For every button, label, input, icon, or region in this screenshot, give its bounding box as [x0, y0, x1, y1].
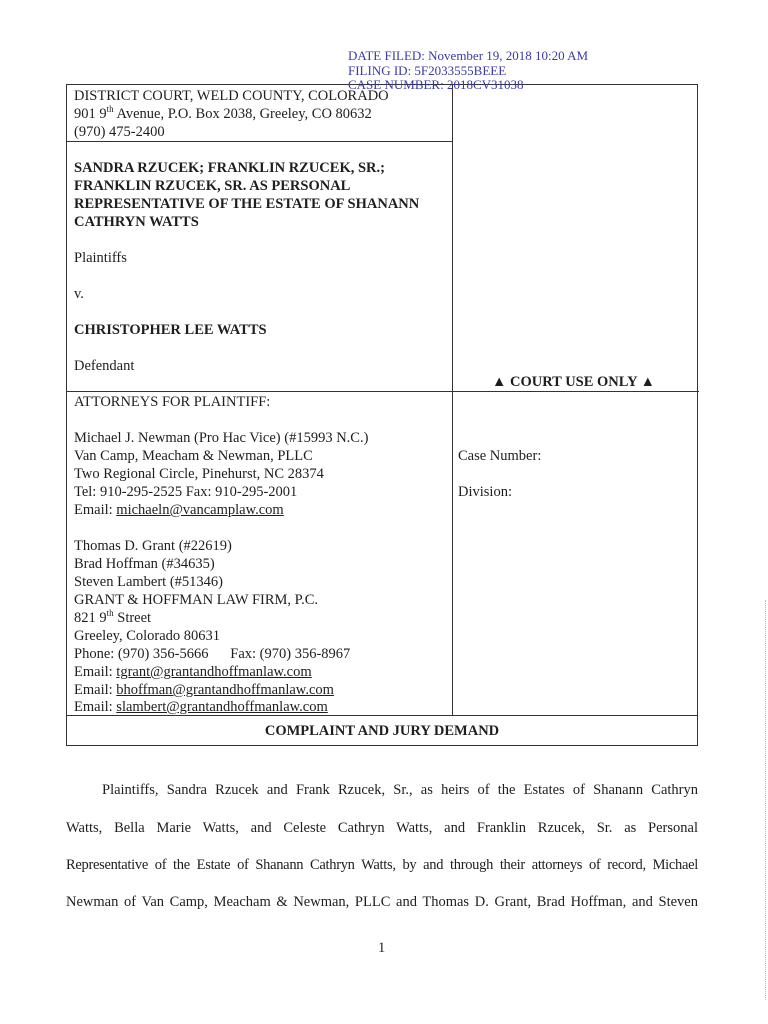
attorney-line: Brad Hoffman (#34635): [74, 556, 215, 572]
email-link[interactable]: tgrant@grantandhoffmanlaw.com: [116, 664, 312, 680]
email-link[interactable]: bhoffman@grantandhoffmanlaw.com: [116, 682, 334, 698]
court-info-divider: [67, 141, 452, 142]
plaintiff-name-line: FRANKLIN RZUCEK, SR. AS PERSONAL: [74, 178, 351, 194]
attorney-email-line: Email: slambert@grantandhoffmanlaw.com: [74, 699, 328, 715]
attorney-line: Tel: 910-295-2525 Fax: 910-295-2001: [74, 484, 298, 500]
defendant-name: CHRISTOPHER LEE WATTS: [74, 322, 267, 338]
versus-label: v.: [74, 286, 84, 302]
case-number-label: Case Number:: [458, 448, 542, 464]
division-label: Division:: [458, 484, 512, 500]
attorney-line: Van Camp, Meacham & Newman, PLLC: [74, 448, 313, 464]
body-line: Plaintiffs, Sandra Rzucek and Frank Rzucek, Sr., as heirs of the Estates of Shanann Cathryn: [102, 782, 698, 798]
firm-address: 821 9th Street: [74, 608, 152, 626]
caption-column-divider: [452, 85, 453, 715]
attorney-line: Steven Lambert (#51346): [74, 574, 223, 590]
court-name: DISTRICT COURT, WELD COUNTY, COLORADO: [74, 88, 389, 104]
attorney-line: Michael J. Newman (Pro Hac Vice) (#15993 N.C.): [74, 430, 369, 446]
caption-row-divider-left: [67, 391, 452, 392]
email-link[interactable]: michaeln@vancamplaw.com: [116, 502, 284, 518]
document-title: COMPLAINT AND JURY DEMAND: [264, 723, 500, 739]
body-line: Newman of Van Camp, Meacham & Newman, PLLC and Thomas D. Grant, Brad Hoffman, and Steven: [66, 894, 698, 910]
plaintiff-name-line: REPRESENTATIVE OF THE ESTATE OF SHANANN: [74, 196, 420, 212]
plaintiff-name-line: SANDRA RZUCEK; FRANKLIN RZUCEK, SR.;: [74, 160, 385, 176]
scan-edge-marks: [761, 600, 766, 1000]
attorney-email-line: Email: michaeln@vancamplaw.com: [74, 502, 284, 518]
stamp-case-number: CASE NUMBER: 2018CV31038: [348, 77, 524, 92]
attorney-email-line: Email: bhoffman@grantandhoffmanlaw.com: [74, 682, 334, 698]
defendant-label: Defendant: [74, 358, 135, 374]
plaintiffs-label: Plaintiffs: [74, 250, 127, 266]
caption-row-divider-right: [452, 391, 699, 392]
attorney-email-line: Email: tgrant@grantandhoffmanlaw.com: [74, 664, 312, 680]
attorney-line: Two Regional Circle, Pinehurst, NC 28374: [74, 466, 324, 482]
attorney-line: GRANT & HOFFMAN LAW FIRM, P.C.: [74, 592, 319, 608]
body-line: Representative of the Estate of Shanann Cathryn Watts, by and through their attorneys of record, Michael: [66, 857, 698, 873]
plaintiff-name-line: CATHRYN WATTS: [74, 214, 199, 230]
attorneys-heading: ATTORNEYS FOR PLAINTIFF:: [74, 394, 271, 410]
court-address: 901 9th Avenue, P.O. Box 2038, Greeley, CO 80632: [74, 104, 372, 122]
attorney-line: Thomas D. Grant (#22619): [74, 538, 232, 554]
page-number: 1: [378, 940, 386, 956]
firm-phone: Phone: (970) 356-5666 Fax: (970) 356-8967: [74, 646, 351, 662]
stamp-filing-id: FILING ID: 5F2033555BEEE: [348, 62, 507, 78]
stamp-date-filed: DATE FILED: November 19, 2018 10:20 AM: [348, 48, 589, 63]
e-filing-stamp: [348, 49, 588, 93]
firm-city: Greeley, Colorado 80631: [74, 628, 221, 644]
case-caption-table: [66, 84, 698, 746]
court-phone: (970) 475-2400: [74, 124, 165, 140]
body-line: Watts, Bella Marie Watts, and Celeste Cathryn Watts, and Franklin Rzucek, Sr. as Personal: [66, 820, 698, 836]
email-link[interactable]: slambert@grantandhoffmanlaw.com: [116, 699, 328, 715]
court-use-only-label: ▲ COURT USE ONLY ▲: [492, 374, 656, 390]
